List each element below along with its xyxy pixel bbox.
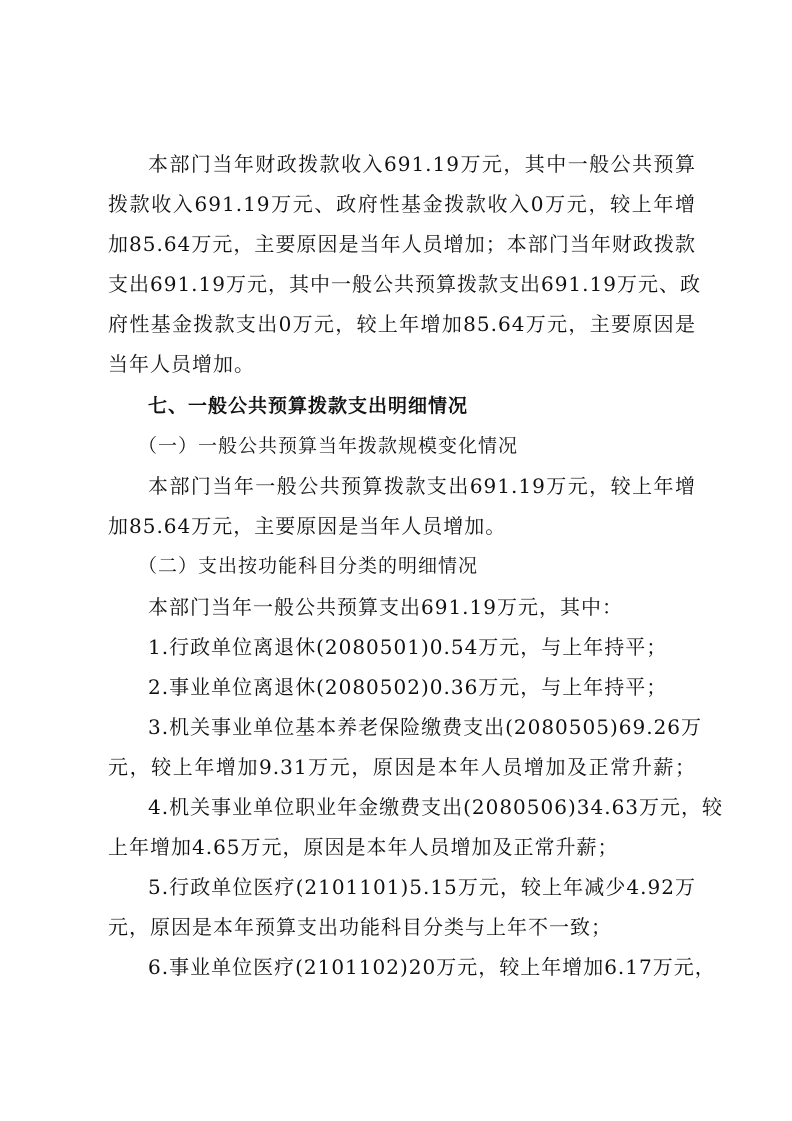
list-item-line: 元，较上年增加9.31万元，原因是本年人员增加及正常升薪；: [108, 755, 696, 779]
paragraph-line: 本部门当年财政拨款收入691.19万元，其中一般公共预算: [148, 152, 696, 176]
paragraph-line: 加85.64万元，主要原因是当年人员增加。: [108, 514, 507, 538]
list-item-line: 3.机关事业单位基本养老保险缴费支出(2080505)69.26万: [148, 715, 703, 739]
paragraph-line: 当年人员增加。: [108, 352, 255, 376]
list-item-line: 1.行政单位离退休(2080501)0.54万元，与上年持平；: [148, 635, 668, 659]
subsection-heading: （二）支出按功能科目分类的明细情况: [138, 555, 479, 577]
list-item-line: 4.机关事业单位职业年金缴费支出(2080506)34.63万元，较: [148, 795, 724, 819]
paragraph-line: 加85.64万元，主要原因是当年人员增加；本部门当年财政拨款: [108, 232, 696, 256]
paragraph-line: 拨款收入691.19万元、政府性基金拨款收入0万元，较上年增: [108, 192, 696, 216]
list-item-line: 5.行政单位医疗(2101101)5.15万元，较上年减少4.92万: [148, 875, 696, 899]
list-item-line: 2.事业单位离退休(2080502)0.36万元，与上年持平；: [148, 675, 668, 699]
paragraph-line: 支出691.19万元，其中一般公共预算拨款支出691.19万元、政: [108, 272, 701, 296]
subsection-heading: （一）一般公共预算当年拨款规模变化情况: [138, 435, 519, 457]
paragraph-line: 本部门当年一般公共预算拨款支出691.19万元，较上年增: [148, 474, 696, 498]
list-item-line: 上年增加4.65万元，原因是本年人员增加及正常升薪；: [108, 835, 619, 859]
section-heading: 七、一般公共预算拨款支出明细情况: [148, 395, 469, 417]
paragraph-line: 府性基金拨款支出0万元，较上年增加85.64万元，主要原因是: [108, 312, 696, 336]
list-item-line: 元，原因是本年预算支出功能科目分类与上年不一致；: [108, 915, 612, 939]
paragraph-line: 本部门当年一般公共预算支出691.19万元，其中：: [148, 595, 623, 619]
list-item-line: 6.事业单位医疗(2101102)20万元，较上年增加6.17万元，: [148, 955, 716, 979]
